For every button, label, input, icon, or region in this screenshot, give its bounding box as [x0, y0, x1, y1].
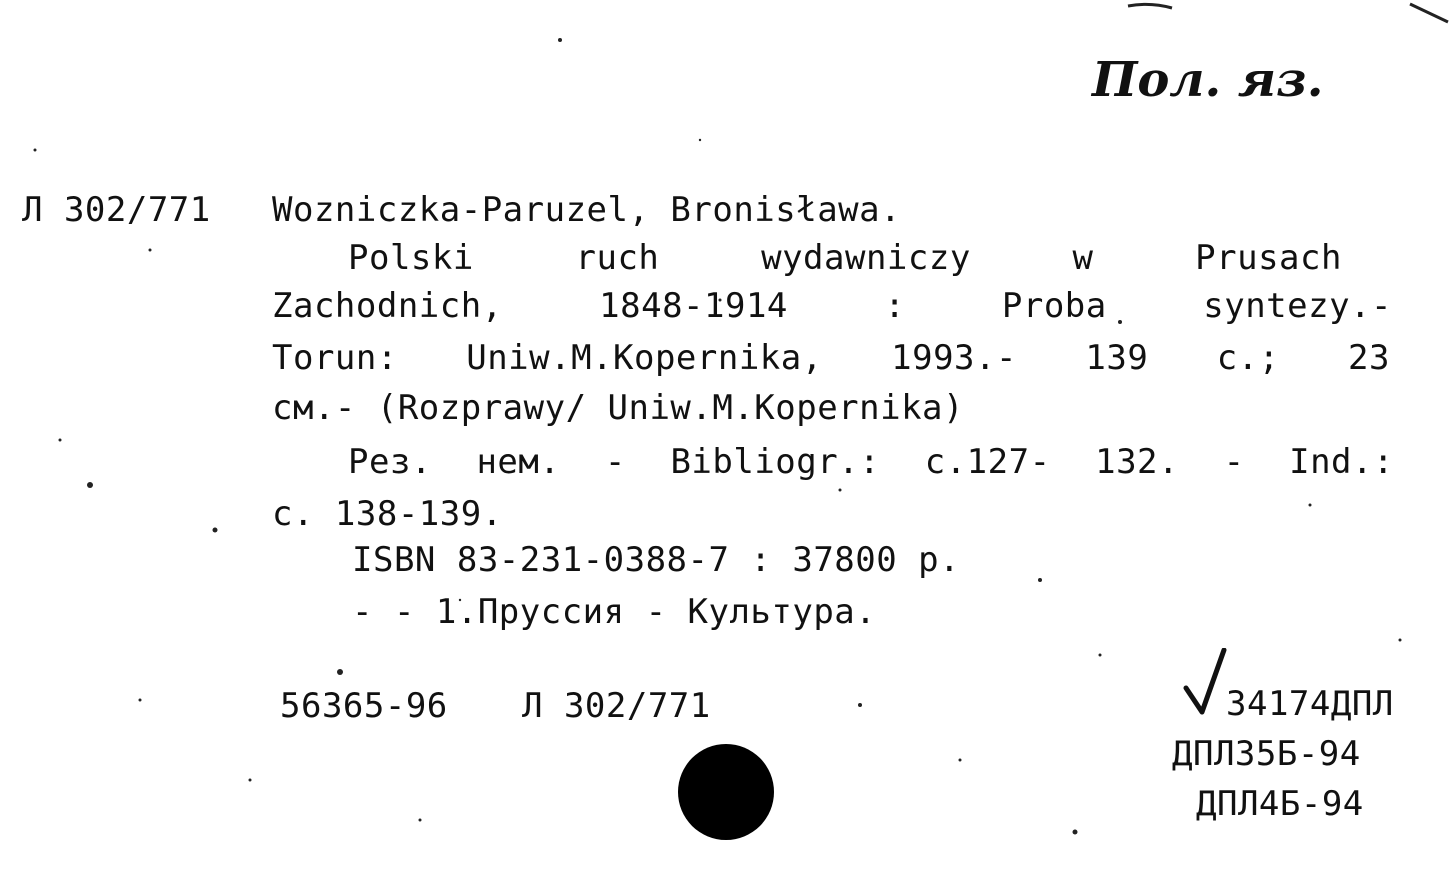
title-line-2 — [272, 286, 1392, 326]
imprint-word: 139 — [1085, 338, 1149, 378]
isbn-line: ISBN 83-231-0388-7 : 37800 р. — [352, 540, 961, 580]
card-number: 56365-96 — [280, 686, 448, 726]
stamp-line-2: ДПЛ35Б-94 — [1172, 734, 1361, 774]
notes-word: с.127- — [924, 442, 1051, 482]
notes-word: Ind.: — [1289, 442, 1394, 482]
imprint-word: 23 — [1348, 338, 1390, 378]
title-word: syntezy.- — [1203, 286, 1392, 326]
notes-word: 132. — [1095, 442, 1179, 482]
imprint-word: с.; — [1216, 338, 1280, 378]
title-word: w — [1072, 238, 1094, 278]
title-word: 1848-1914 — [599, 286, 788, 326]
call-number: Л 302/771 — [22, 190, 211, 230]
imprint-word: Uniw.M.Kopernika, — [466, 338, 823, 378]
notes-word: нем. — [476, 442, 561, 482]
title-word: : — [884, 286, 906, 326]
stamp-inventory-number: 34174ДПЛ — [1226, 684, 1394, 724]
author-heading: Wozniczka-Paruzel, Bronisława. — [272, 190, 902, 230]
notes-word: Рез. — [348, 442, 432, 482]
card-call-number: Л 302/771 — [522, 686, 711, 726]
subject-line: - - 1.Пруссия - Культура. — [352, 592, 877, 632]
notes-word: - — [1223, 442, 1245, 482]
imprint-word: Torun: — [272, 338, 398, 378]
notes-line-2: с. 138-139. — [272, 494, 503, 534]
notes-word: - — [604, 442, 626, 482]
title-line-1 — [348, 238, 1342, 278]
title-word: Proba — [1001, 286, 1107, 326]
title-word: ruch — [575, 238, 660, 278]
handwritten-language-note: Пол. яз. — [1092, 52, 1324, 108]
series-line: см.- (Rozprawy/ Uniw.M.Kopernika) — [272, 388, 965, 428]
title-word: Zachodnich, — [272, 286, 503, 326]
punch-hole — [678, 744, 774, 840]
notes-word: Bibliogr.: — [670, 442, 881, 482]
imprint-line — [272, 338, 1390, 378]
title-word: Polski — [348, 238, 474, 278]
title-word: wydawniczy — [761, 238, 971, 278]
imprint-word: 1993.- — [891, 338, 1017, 378]
notes-line-1 — [348, 442, 1394, 482]
title-word: Prusach — [1195, 238, 1342, 278]
stamp-line-3: ДПЛ4Б-94 — [1196, 784, 1364, 824]
